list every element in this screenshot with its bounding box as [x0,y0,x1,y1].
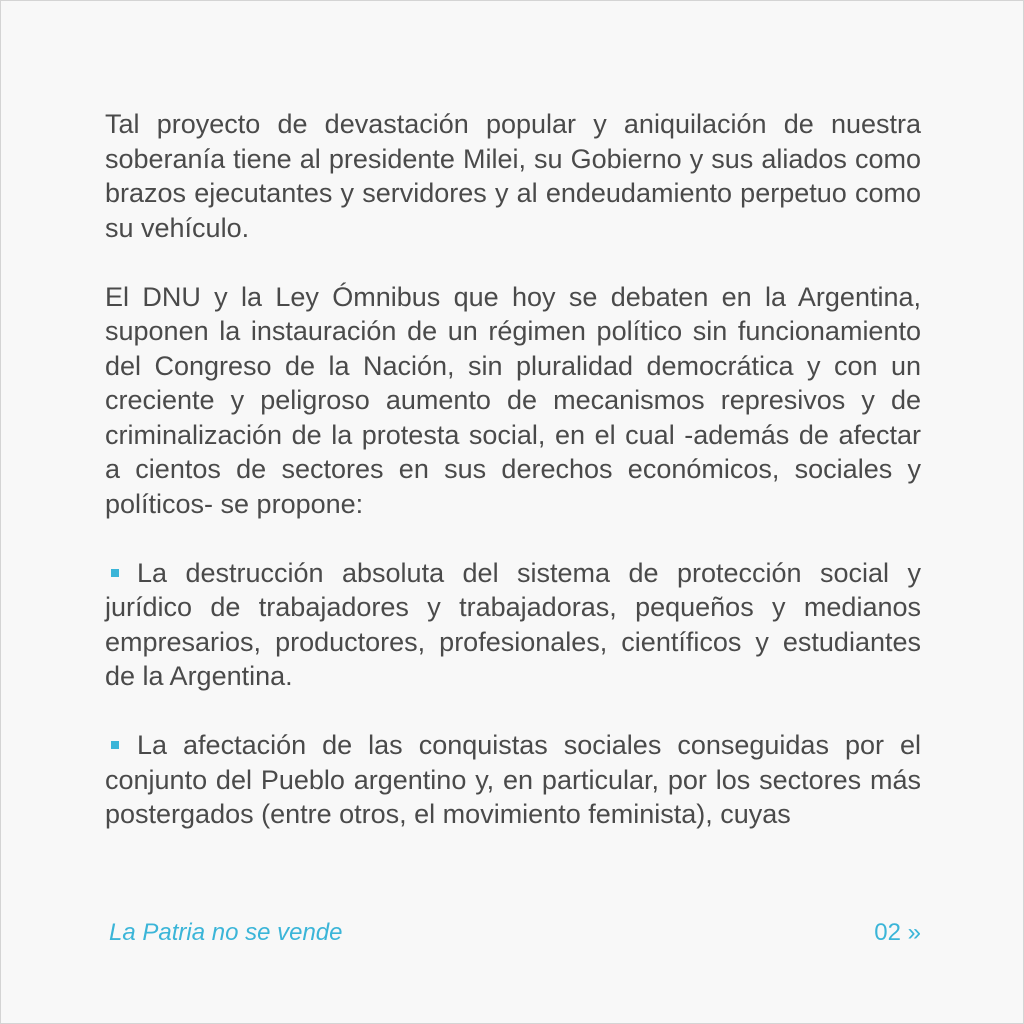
paragraph-1: Tal proyecto de devastación popular y aniquilación de nuestra soberanía tiene al presidente Milei, su Gobierno y sus aliados como brazos ejecutantes y servidores y al endeudamiento perpetuo como su vehículo. [105,109,921,243]
paragraph-2: El DNU y la Ley Ómnibus que hoy se debaten en la Argentina, suponen la instauración de un régimen político sin funcionamiento del Congreso de la Nación, sin pluralidad democrática y con un creciente y peligroso aumento de mecanismos represivos y de criminalización de la protesta social, en el cual -además de afectar a cientos de sectores en sus derechos económicos, sociales y políticos- se propone: [105,281,921,519]
footer-slogan: La Patria no se vende [109,919,343,946]
bullet-square-icon [111,569,119,577]
bullet-item-2 [105,728,921,832]
page-indicator: 02 » [874,919,921,946]
bullet-text-2: La afectación de las conquistas sociales conseguidas por el conjunto del Pueblo argentino y, en particular, por los sectores más postergados (entre otros, el movimiento feminista), cuyas [105,730,921,829]
bullet-item-1 [105,556,921,694]
bullet-text-1: La destrucción absoluta del sistema de protección social y jurídico de trabajadores y trabajadoras, pequeños y medianos empresarios, productores, profesionales, científicos y estudiantes de la Argentina. [105,557,921,691]
bullet-square-icon [111,741,119,749]
document-body [105,107,921,866]
